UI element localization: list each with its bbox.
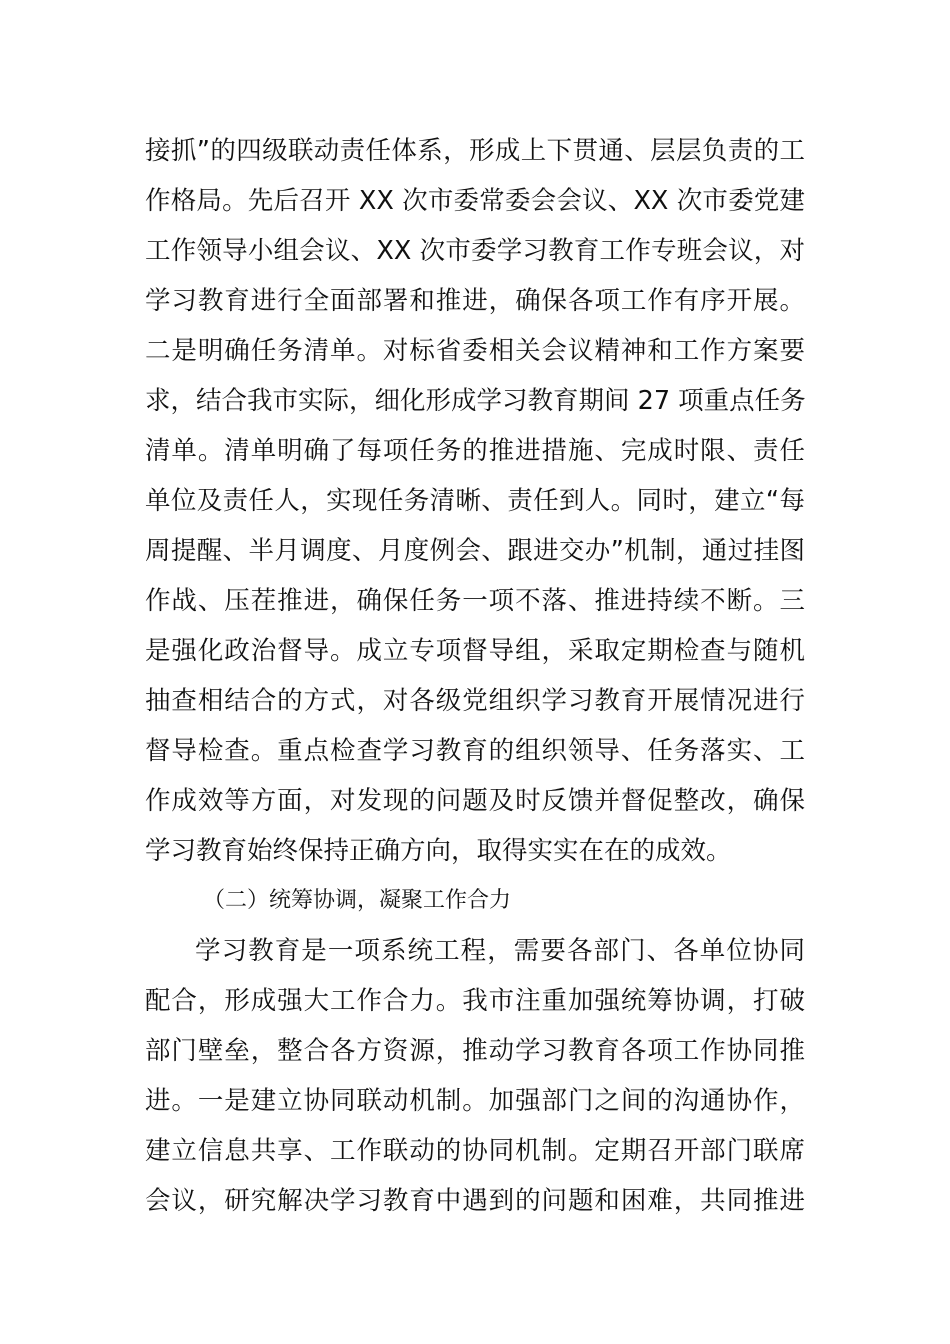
paragraph-line-4: 学习教育进行全面部署和推进，确保各项工作有序开展。 — [145, 286, 805, 316]
section-line-4: 进。一是建立协同联动机制。加强部门之间的沟通协作， — [145, 1086, 805, 1116]
paragraph-line-8: 单位及责任人，实现任务清晰、责任到人。同时，建立“每 — [145, 486, 805, 516]
document-body — [145, 126, 805, 1226]
section-line-2: 配合，形成强大工作合力。我市注重加强统筹协调，打破 — [145, 986, 805, 1016]
paragraph-line-9: 周提醒、半月调度、月度例会、跟进交办”机制，通过挂图 — [145, 536, 805, 566]
section-line-5: 建立信息共享、工作联动的协同机制。定期召开部门联席 — [145, 1136, 805, 1166]
paragraph-line-12: 抽查相结合的方式，对各级党组织学习教育开展情况进行 — [145, 686, 805, 716]
paragraph-line-6: 求，结合我市实际，细化形成学习教育期间 27 项重点任务 — [145, 386, 806, 416]
paragraph-line-3: 工作领导小组会议、XX 次市委学习教育工作专班会议，对 — [145, 236, 805, 266]
paragraph-line-11: 是强化政治督导。成立专项督导组，采取定期检查与随机 — [145, 636, 805, 666]
paragraph-line-2: 作格局。先后召开 XX 次市委常委会会议、XX 次市委党建 — [145, 186, 805, 216]
paragraph-line-15: 学习教育始终保持正确方向，取得实实在在的成效。 — [145, 836, 732, 866]
section-line-6: 会议，研究解决学习教育中遇到的问题和困难，共同推进 — [145, 1186, 805, 1216]
paragraph-line-5: 二是明确任务清单。对标省委相关会议精神和工作方案要 — [145, 336, 805, 366]
paragraph-line-14: 作成效等方面，对发现的问题及时反馈并督促整改，确保 — [145, 786, 805, 816]
paragraph-line-1: 接抓”的四级联动责任体系，形成上下贯通、层层负责的工 — [145, 136, 805, 166]
paragraph-line-13: 督导检查。重点检查学习教育的组织领导、任务落实、工 — [145, 736, 805, 766]
section-heading: （二）统筹协调，凝聚工作合力 — [203, 888, 512, 913]
paragraph-line-7: 清单。清单明确了每项任务的推进措施、完成时限、责任 — [145, 436, 805, 466]
section-line-1: 学习教育是一项系统工程，需要各部门、各单位协同 — [195, 936, 805, 966]
paragraph-line-10: 作战、压茬推进，确保任务一项不落、推进持续不断。三 — [145, 586, 805, 616]
section-line-3: 部门壁垒，整合各方资源，推动学习教育各项工作协同推 — [145, 1036, 805, 1066]
